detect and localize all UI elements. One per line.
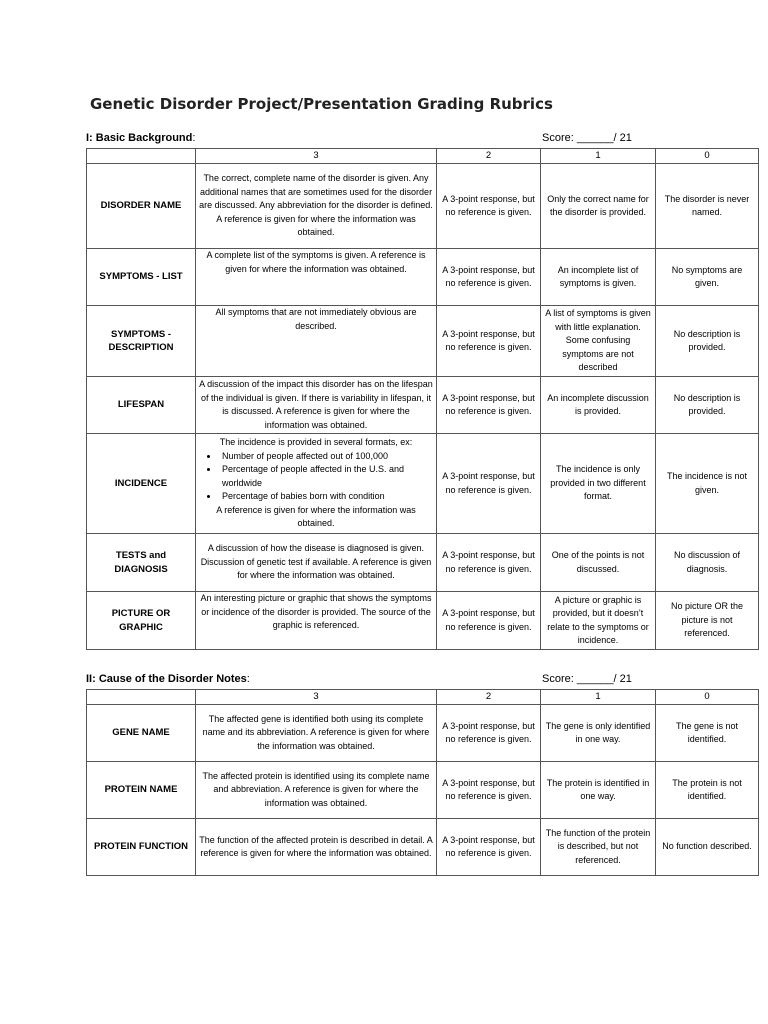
score-0-cell: The incidence is not given.: [656, 434, 759, 534]
section-cause-of-disorder-header: [86, 673, 758, 687]
score-1-cell: The incidence is only provided in two different format.: [541, 434, 656, 534]
score-2-cell: A 3-point response, but no reference is given.: [437, 819, 541, 876]
score-0-cell: No function described.: [656, 819, 759, 876]
table-row: [87, 434, 759, 534]
score-0-cell: The gene is not identified.: [656, 705, 759, 762]
score-0-cell: No description is provided.: [656, 306, 759, 377]
score-2-cell: A 3-point response, but no reference is given.: [437, 164, 541, 249]
score-1-cell: The protein is identified in one way.: [541, 762, 656, 819]
table-row: [87, 249, 759, 306]
criterion-cell: SYMPTOMS - LIST: [87, 249, 196, 306]
rubric-table-cause-of-disorder: [86, 689, 759, 876]
score-3-cell: All symptoms that are not immediately obvious are described.: [196, 306, 437, 377]
table-row: [87, 705, 759, 762]
list-item: • Percentage of people affected in the U.S. and worldwide: [219, 463, 433, 490]
score-1-cell: Only the correct name for the disorder is provided.: [541, 164, 656, 249]
score-2-cell: A 3-point response, but no reference is given.: [437, 705, 541, 762]
criterion-cell: SYMPTOMS - DESCRIPTION: [87, 306, 196, 377]
header-cell: 2: [437, 690, 541, 705]
score-1-cell: A picture or graphic is provided, but it doesn’t relate to the symptoms or incidence.: [541, 592, 656, 650]
score-3-cell: The correct, complete name of the disorder is given. Any additional names that are sometimes used for the disorder are discussed. Any abbreviation for the disorder is defined. A reference is given for where the information was obtained.: [196, 164, 437, 249]
header-cell: 1: [541, 690, 656, 705]
incidence-intro: The incidence is provided in several formats, ex:: [219, 437, 413, 448]
score-3-cell: The function of the affected protein is described in detail. A reference is given for where the information was obtained.: [196, 819, 437, 876]
score-3-cell: [196, 434, 437, 534]
score-1-cell: The gene is only identified in one way.: [541, 705, 656, 762]
table-row: [87, 762, 759, 819]
section-basic-background-header: [86, 132, 758, 146]
table-header-row: [87, 690, 759, 705]
score-0-cell: No discussion of diagnosis.: [656, 534, 759, 592]
score-2-cell: A 3-point response, but no reference is given.: [437, 592, 541, 650]
score-2-cell: A 3-point response, but no reference is given.: [437, 377, 541, 434]
header-cell: [87, 690, 196, 705]
table-row: [87, 377, 759, 434]
header-cell: 0: [656, 149, 759, 164]
score-3-cell: The affected protein is identified using its complete name and abbreviation. A reference is given for where the information was obtained.: [196, 762, 437, 819]
score-0-cell: No symptoms are given.: [656, 249, 759, 306]
section-title: I: Basic Background:: [86, 132, 196, 144]
header-cell: 2: [437, 149, 541, 164]
table-header-row: [87, 149, 759, 164]
incidence-outro: A reference is given for where the information was obtained.: [216, 504, 416, 529]
score-2-cell: A 3-point response, but no reference is given.: [437, 306, 541, 377]
score-3-cell: A complete list of the symptoms is given. A reference is given for where the information was obtained.: [196, 249, 437, 306]
score-1-cell: One of the points is not discussed.: [541, 534, 656, 592]
page-title: Genetic Disorder Project/Presentation Grading Rubrics: [90, 95, 553, 113]
score-0-cell: No picture OR the picture is not referenced.: [656, 592, 759, 650]
score-0-cell: The disorder is never named.: [656, 164, 759, 249]
criterion-cell: LIFESPAN: [87, 377, 196, 434]
criterion-cell: TESTS and DIAGNOSIS: [87, 534, 196, 592]
score-1-cell: The function of the protein is described, but not referenced.: [541, 819, 656, 876]
header-cell: 3: [196, 149, 437, 164]
header-cell: 1: [541, 149, 656, 164]
score-3-cell: The affected gene is identified both using its complete name and its abbreviation. A reference is given for where the information was obtained.: [196, 705, 437, 762]
score-2-cell: A 3-point response, but no reference is given.: [437, 762, 541, 819]
score-1-cell: An incomplete discussion is provided.: [541, 377, 656, 434]
table-row: [87, 306, 759, 377]
table-row: [87, 534, 759, 592]
score-field: Score: ______/ 21: [542, 132, 632, 144]
criterion-cell: PICTURE OR GRAPHIC: [87, 592, 196, 650]
header-cell: [87, 149, 196, 164]
criterion-cell: INCIDENCE: [87, 434, 196, 534]
header-cell: 0: [656, 690, 759, 705]
score-3-cell: A discussion of the impact this disorder has on the lifespan of the individual is given. If there is variability in lifespan, it is discussed. A reference is given for where the information was obtained.: [196, 377, 437, 434]
score-field: Score: ______/ 21: [542, 673, 632, 685]
score-2-cell: A 3-point response, but no reference is given.: [437, 534, 541, 592]
table-row: [87, 592, 759, 650]
table-row: [87, 164, 759, 249]
score-3-cell: A discussion of how the disease is diagnosed is given. Discussion of genetic test if available. A reference is given for where the information was obtained.: [196, 534, 437, 592]
criterion-cell: GENE NAME: [87, 705, 196, 762]
incidence-format-list: [199, 450, 433, 504]
list-item: • Number of people affected out of 100,000: [219, 450, 433, 464]
criterion-cell: PROTEIN NAME: [87, 762, 196, 819]
criterion-cell: DISORDER NAME: [87, 164, 196, 249]
header-cell: 3: [196, 690, 437, 705]
score-0-cell: No description is provided.: [656, 377, 759, 434]
score-2-cell: A 3-point response, but no reference is given.: [437, 249, 541, 306]
score-3-cell: An interesting picture or graphic that shows the symptoms or incidence of the disorder is provided. The source of the graphic is referenced.: [196, 592, 437, 650]
score-1-cell: A list of symptoms is given with little explanation. Some confusing symptoms are not described: [541, 306, 656, 377]
table-row: [87, 819, 759, 876]
list-item: • Percentage of babies born with condition: [219, 490, 433, 504]
score-2-cell: A 3-point response, but no reference is given.: [437, 434, 541, 534]
criterion-cell: PROTEIN FUNCTION: [87, 819, 196, 876]
section-title: II: Cause of the Disorder Notes:: [86, 673, 250, 685]
rubric-table-basic-background: [86, 148, 759, 650]
score-1-cell: An incomplete list of symptoms is given.: [541, 249, 656, 306]
score-0-cell: The protein is not identified.: [656, 762, 759, 819]
